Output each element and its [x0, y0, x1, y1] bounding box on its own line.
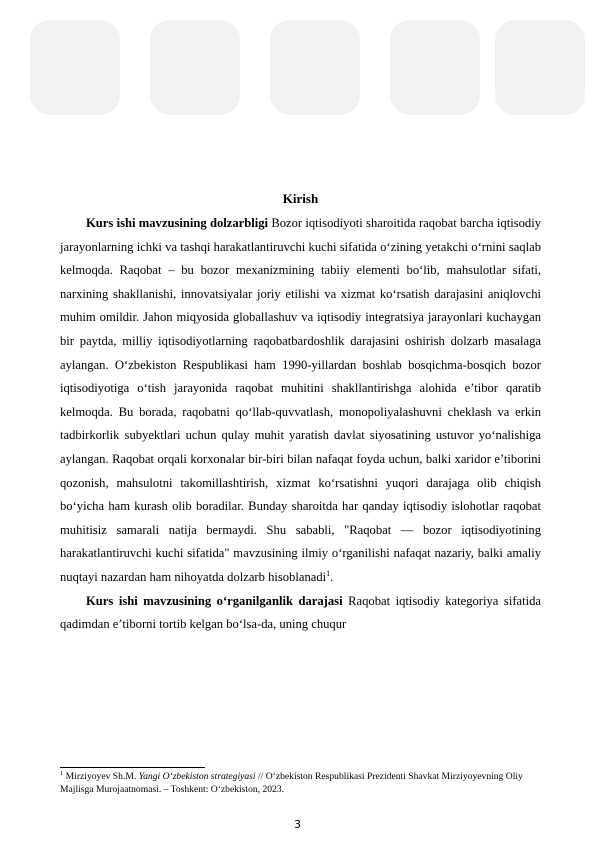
- study-level-text: Raqobat iqtisodiy kategoriya sifatida qadimdan e’tiborni tortib kelgan bo‘lsa-da, uning chuqur: [60, 593, 541, 632]
- study-level-lead: Kurs ishi mavzusining o‘rganilganlik darajasi: [86, 593, 343, 608]
- relevance-text: Bozor iqtisodiyoti sharoitida raqobat barcha iqtisodiy jarayonlarning ichki va tashqi harakatlantiruvchi kuchi sifatida o‘zining yetakchi o‘rnini saqlab kelmoqda. Raqobat – bu bozor mexanizmining tabiiy elementi bo‘lib, mahsulotlar sifati, narxining shakllanishi, innovatsiyalar joriy etilishi va xizmat ko‘rsatish darajasini aniqlovchi muhim omildir. Jahon miqyosida globallashuv va iqtisodiy integratsiya jarayonlari kuchaygan bir paytda, milliy iqtisodiyotlarning raqobatbardoshlik darajasini oshirish dolzarb masalaga aylangan. O‘zbekiston Respublikasi ham 1990-yillardan boshlab bosqichma-bosqich bozor iqtisodiyotiga o‘tish jarayonida raqobat muhitini shakllantirishga alohida e’tibor qaratib kelmoqda. Bu borada, raqobatni qo‘llab-quvvatlash, monopoliyalashuvni cheklash va erkin tadbirkorlik subyektlari uchun qulay muhit yaratish davlat siyosatining ustuvor yo‘nalishiga aylangan. Raqobat orqali korxonalar bir-biri bilan nafaqat foyda uchun, balki xaridor e’tiborini qozonish, mahsulotni takomillashtirish, xizmat ko‘rsatishni yuqori darajaga olib chiqish bo‘yicha ham kurash olib boradilar. Bunday sharoitda har qanday iqtisodiy islohotlar raqobat muhitisiz samarali natija bermaydi. Shu sababli, "Raqobat — bozor iqtisodiyotining harakatlantiruvchi kuchi sifatida" mavzusining ilmiy o‘rganilishi nafaqat nazariy, balki amaliy nuqtayi nazardan ham nihoyatda dolzarb hisoblanadi: [60, 216, 541, 584]
- footnote: [60, 771, 541, 796]
- relevance-lead: Kurs ishi mavzusining dolzarbligi: [86, 216, 269, 230]
- relevance-end: .: [330, 569, 334, 584]
- paragraph-relevance: [60, 212, 541, 590]
- main-text: [60, 189, 541, 637]
- footnote-source: // O‘zbekiston Respublikasi Prezidenti Shavkat Mirziyoyevning Oliy Majlisga Murojaatnomasi. – Toshkent: O‘zbekiston, 2023.: [60, 771, 523, 795]
- footnote-title: Yangi O‘zbekiston strategiyasi: [138, 771, 256, 782]
- footnote-marker: 1: [60, 769, 64, 777]
- section-heading: Kirish: [282, 191, 319, 206]
- page-number: 3: [294, 818, 301, 831]
- paragraph-study-level: [60, 590, 541, 637]
- footnote-author: Mirziyoyev Sh.M.: [63, 771, 139, 782]
- footnote-reference[interactable]: 1: [326, 568, 331, 578]
- footnote-divider: [60, 767, 205, 768]
